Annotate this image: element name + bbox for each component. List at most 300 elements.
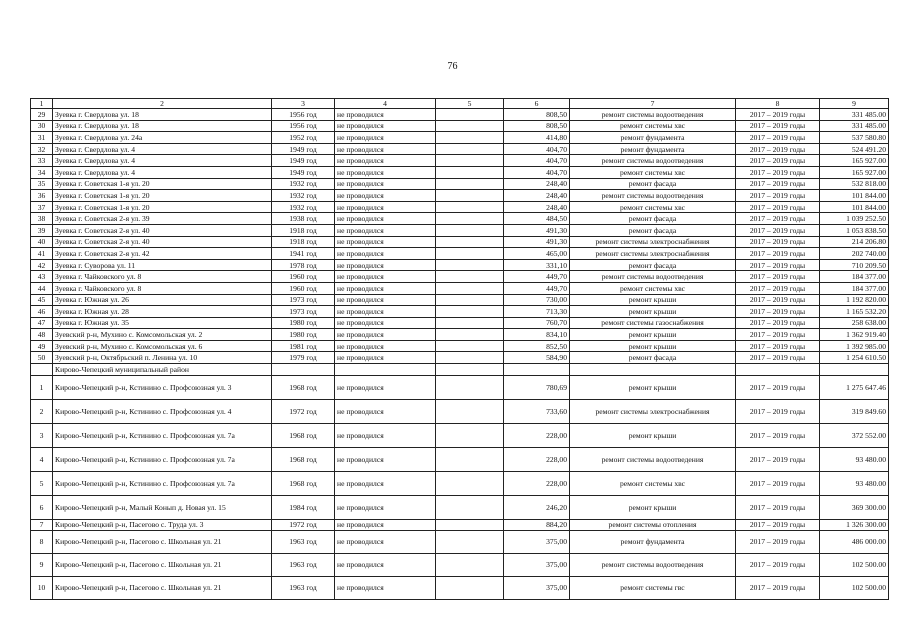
table-row (31, 317, 889, 329)
cost-cell: 372 552.00 (820, 423, 889, 447)
build-year-cell: 1978 год (272, 259, 335, 271)
build-year-cell: 1952 год (272, 132, 335, 144)
address-cell: Зуевка г. Южная ул. 35 (53, 317, 272, 329)
cost-cell: 1 165 532.20 (820, 306, 889, 318)
address-cell: Зуевка г. Советская 1-я ул. 20 (53, 190, 272, 202)
last-repair-cell: не проводился (335, 399, 436, 423)
period-cell: 2017 – 2019 годы (736, 340, 820, 352)
empty-cell (436, 201, 504, 213)
last-repair-cell: не проводился (335, 282, 436, 294)
build-year-cell: 1972 год (272, 519, 335, 530)
table-row (31, 259, 889, 271)
cost-cell: 93 480.00 (820, 447, 889, 471)
cost-cell: 1 275 647.46 (820, 375, 889, 399)
last-repair-cell: не проводился (335, 213, 436, 225)
table-row (31, 495, 889, 519)
row-number: 29 (31, 109, 53, 121)
area-cell: 404,70 (504, 166, 570, 178)
work-type-cell: ремонт системы хвс (570, 120, 736, 132)
table-row (31, 213, 889, 225)
empty-cell (436, 375, 504, 399)
period-cell: 2017 – 2019 годы (736, 201, 820, 213)
column-number-row (31, 99, 889, 109)
work-type-cell: ремонт системы гвс (570, 576, 736, 599)
row-number: 48 (31, 329, 53, 341)
work-type-cell: ремонт крыши (570, 340, 736, 352)
build-year-cell: 1980 год (272, 329, 335, 341)
period-cell: 2017 – 2019 годы (736, 155, 820, 167)
row-number: 10 (31, 576, 53, 599)
table-row (31, 447, 889, 471)
row-number: 34 (31, 166, 53, 178)
last-repair-cell: не проводился (335, 519, 436, 530)
empty-cell (436, 399, 504, 423)
cost-cell: 1 326 300.00 (820, 519, 889, 530)
address-cell: Зуевка г. Советская 1-я ул. 20 (53, 178, 272, 190)
cost-cell: 1 392 985.00 (820, 340, 889, 352)
last-repair-cell: не проводился (335, 329, 436, 341)
last-repair-cell: не проводился (335, 294, 436, 306)
empty-cell (570, 364, 736, 376)
address-cell: Зуевка г. Свердлова ул. 24а (53, 132, 272, 144)
cost-cell: 1 053 838.50 (820, 224, 889, 236)
table-row (31, 132, 889, 144)
empty-cell (436, 224, 504, 236)
empty-cell (436, 213, 504, 225)
period-cell: 2017 – 2019 годы (736, 213, 820, 225)
empty-cell (436, 447, 504, 471)
period-cell: 2017 – 2019 годы (736, 178, 820, 190)
empty-cell (436, 317, 504, 329)
build-year-cell: 1932 год (272, 190, 335, 202)
last-repair-cell: не проводился (335, 271, 436, 283)
table-row (31, 271, 889, 283)
cost-cell: 331 485.00 (820, 120, 889, 132)
area-cell: 808,50 (504, 109, 570, 121)
area-cell: 465,00 (504, 248, 570, 260)
area-cell: 375,00 (504, 530, 570, 553)
table-row (31, 553, 889, 576)
empty-cell (436, 364, 504, 376)
empty-cell (436, 329, 504, 341)
work-type-cell: ремонт фундамента (570, 132, 736, 144)
table-row (31, 155, 889, 167)
row-number: 49 (31, 340, 53, 352)
row-number: 5 (31, 471, 53, 495)
period-cell: 2017 – 2019 годы (736, 423, 820, 447)
last-repair-cell: не проводился (335, 259, 436, 271)
area-cell: 491,30 (504, 224, 570, 236)
empty-cell (436, 530, 504, 553)
col-header: 6 (504, 99, 570, 109)
last-repair-cell: не проводился (335, 530, 436, 553)
row-number: 2 (31, 399, 53, 423)
row-number: 32 (31, 143, 53, 155)
row-number: 42 (31, 259, 53, 271)
address-cell: Зуевка г. Советская 1-я ул. 20 (53, 201, 272, 213)
empty-cell (436, 352, 504, 364)
period-cell: 2017 – 2019 годы (736, 447, 820, 471)
work-type-cell: ремонт системы электроснабжения (570, 248, 736, 260)
empty-cell (436, 259, 504, 271)
cost-cell: 1 192 820.00 (820, 294, 889, 306)
area-cell: 491,30 (504, 236, 570, 248)
work-type-cell: ремонт системы водоотведения (570, 553, 736, 576)
row-number: 38 (31, 213, 53, 225)
build-year-cell: 1938 год (272, 213, 335, 225)
table-row (31, 306, 889, 318)
row-number: 36 (31, 190, 53, 202)
empty-cell (436, 340, 504, 352)
area-cell: 852,50 (504, 340, 570, 352)
area-cell: 404,70 (504, 143, 570, 155)
row-number: 7 (31, 519, 53, 530)
last-repair-cell: не проводился (335, 423, 436, 447)
table-row (31, 375, 889, 399)
table-row (31, 166, 889, 178)
build-year-cell: 1980 год (272, 317, 335, 329)
empty-cell (436, 248, 504, 260)
empty-cell (436, 178, 504, 190)
build-year-cell: 1963 год (272, 576, 335, 599)
empty-cell (436, 519, 504, 530)
row-number: 43 (31, 271, 53, 283)
address-cell: Кирово-Чепецкий р-н, Пасегово с. Школьная ул. 21 (53, 576, 272, 599)
address-cell: Кирово-Чепецкий р-н, Кстинино с. Профсоюзная ул. 7а (53, 471, 272, 495)
work-type-cell: ремонт системы газоснабжения (570, 317, 736, 329)
table-row (31, 576, 889, 599)
build-year-cell: 1981 год (272, 340, 335, 352)
period-cell: 2017 – 2019 годы (736, 109, 820, 121)
build-year-cell: 1968 год (272, 471, 335, 495)
empty-cell (436, 306, 504, 318)
row-number: 1 (31, 375, 53, 399)
address-cell: Кирово-Чепецкий р-н, Пасегово с. Школьная ул. 21 (53, 530, 272, 553)
area-cell: 248,40 (504, 190, 570, 202)
section-title: Кирово-Чепецкий муниципальный район (53, 364, 272, 376)
build-year-cell: 1973 год (272, 306, 335, 318)
table-row (31, 530, 889, 553)
cost-cell: 165 927.00 (820, 166, 889, 178)
empty-cell (504, 364, 570, 376)
build-year-cell: 1956 год (272, 120, 335, 132)
row-number: 6 (31, 495, 53, 519)
build-year-cell: 1949 год (272, 166, 335, 178)
address-cell: Кирово-Чепецкий р-н, Кстинино с. Профсоюзная ул. 3 (53, 375, 272, 399)
work-type-cell: ремонт фасада (570, 178, 736, 190)
address-cell: Кирово-Чепецкий р-н, Пасегово с. Труда ул. 3 (53, 519, 272, 530)
row-number: 46 (31, 306, 53, 318)
work-type-cell: ремонт системы водоотведения (570, 109, 736, 121)
table-row (31, 109, 889, 121)
row-number: 50 (31, 352, 53, 364)
build-year-cell: 1963 год (272, 553, 335, 576)
table-row (31, 423, 889, 447)
empty-cell (436, 190, 504, 202)
row-number: 47 (31, 317, 53, 329)
cost-cell: 102 500.00 (820, 553, 889, 576)
empty-cell (436, 471, 504, 495)
address-cell: Кирово-Чепецкий р-н, Кстинино с. Профсоюзная ул. 7а (53, 447, 272, 471)
last-repair-cell: не проводился (335, 109, 436, 121)
build-year-cell: 1968 год (272, 423, 335, 447)
empty-cell (436, 236, 504, 248)
period-cell: 2017 – 2019 годы (736, 224, 820, 236)
build-year-cell: 1918 год (272, 236, 335, 248)
area-cell: 248,40 (504, 178, 570, 190)
cost-cell: 165 927.00 (820, 155, 889, 167)
last-repair-cell: не проводился (335, 375, 436, 399)
empty-cell (436, 576, 504, 599)
work-type-cell: ремонт крыши (570, 294, 736, 306)
cost-cell: 184 377.00 (820, 271, 889, 283)
last-repair-cell: не проводился (335, 495, 436, 519)
address-cell: Зуевка г. Южная ул. 26 (53, 294, 272, 306)
area-cell: 760,70 (504, 317, 570, 329)
row-number: 45 (31, 294, 53, 306)
last-repair-cell: не проводился (335, 340, 436, 352)
area-cell: 780,69 (504, 375, 570, 399)
period-cell: 2017 – 2019 годы (736, 375, 820, 399)
period-cell: 2017 – 2019 годы (736, 306, 820, 318)
col-header: 7 (570, 99, 736, 109)
cost-cell: 258 638.00 (820, 317, 889, 329)
address-cell: Зуевка г. Советская 2-я ул. 42 (53, 248, 272, 260)
col-header: 2 (53, 99, 272, 109)
area-cell: 375,00 (504, 553, 570, 576)
build-year-cell: 1973 год (272, 294, 335, 306)
address-cell: Зуевский р-н, Октябрьский п. Ленина ул. 10 (53, 352, 272, 364)
row-number: 33 (31, 155, 53, 167)
area-cell: 484,50 (504, 213, 570, 225)
table-row (31, 178, 889, 190)
work-type-cell: ремонт системы водоотведения (570, 190, 736, 202)
empty-cell (436, 423, 504, 447)
empty-cell (820, 364, 889, 376)
cost-cell: 331 485.00 (820, 109, 889, 121)
cost-cell: 532 818.00 (820, 178, 889, 190)
row-number: 3 (31, 423, 53, 447)
last-repair-cell: не проводился (335, 155, 436, 167)
row-number: 9 (31, 553, 53, 576)
build-year-cell: 1984 год (272, 495, 335, 519)
last-repair-cell: не проводился (335, 224, 436, 236)
work-type-cell: ремонт крыши (570, 329, 736, 341)
table-row (31, 340, 889, 352)
table-row (31, 120, 889, 132)
period-cell: 2017 – 2019 годы (736, 120, 820, 132)
work-type-cell: ремонт крыши (570, 375, 736, 399)
work-type-cell: ремонт крыши (570, 423, 736, 447)
row-number: 37 (31, 201, 53, 213)
address-cell: Кирово-Чепецкий р-н, Кстинино с. Профсоюзная ул. 7а (53, 423, 272, 447)
address-cell: Зуевский р-н, Мухино с. Комсомольская ул. 2 (53, 329, 272, 341)
area-cell: 248,40 (504, 201, 570, 213)
work-type-cell: ремонт системы хвс (570, 166, 736, 178)
address-cell: Зуевка г. Советская 2-я ул. 40 (53, 236, 272, 248)
period-cell: 2017 – 2019 годы (736, 329, 820, 341)
last-repair-cell: не проводился (335, 178, 436, 190)
address-cell: Зуевка г. Советская 2-я ул. 39 (53, 213, 272, 225)
area-cell: 228,00 (504, 423, 570, 447)
area-cell: 808,50 (504, 120, 570, 132)
period-cell: 2017 – 2019 годы (736, 576, 820, 599)
col-header: 1 (31, 99, 53, 109)
address-cell: Зуевка г. Свердлова ул. 4 (53, 166, 272, 178)
area-cell: 228,00 (504, 471, 570, 495)
area-cell: 246,20 (504, 495, 570, 519)
work-type-cell: ремонт системы хвс (570, 282, 736, 294)
build-year-cell: 1968 год (272, 447, 335, 471)
cost-cell: 710 209.50 (820, 259, 889, 271)
work-type-cell: ремонт фасада (570, 224, 736, 236)
period-cell: 2017 – 2019 годы (736, 471, 820, 495)
address-cell: Зуевка г. Свердлова ул. 4 (53, 155, 272, 167)
work-type-cell: ремонт фундамента (570, 143, 736, 155)
last-repair-cell: не проводился (335, 306, 436, 318)
row-number: 39 (31, 224, 53, 236)
area-cell: 713,30 (504, 306, 570, 318)
cost-cell: 537 580.80 (820, 132, 889, 144)
period-cell: 2017 – 2019 годы (736, 519, 820, 530)
area-cell: 730,00 (504, 294, 570, 306)
cost-cell: 184 377.00 (820, 282, 889, 294)
build-year-cell: 1949 год (272, 143, 335, 155)
table-row (31, 143, 889, 155)
col-header: 8 (736, 99, 820, 109)
period-cell: 2017 – 2019 годы (736, 166, 820, 178)
empty-cell (436, 553, 504, 576)
table-row (31, 190, 889, 202)
empty-cell (436, 495, 504, 519)
area-cell: 449,70 (504, 282, 570, 294)
address-cell: Зуевка г. Советская 2-я ул. 40 (53, 224, 272, 236)
work-type-cell: ремонт системы хвс (570, 201, 736, 213)
address-cell: Кирово-Чепецкий р-н, Малый Конып д. Новая ул. 15 (53, 495, 272, 519)
period-cell: 2017 – 2019 годы (736, 282, 820, 294)
address-cell: Зуевка г. Свердлова ул. 18 (53, 120, 272, 132)
cost-cell: 524 491.20 (820, 143, 889, 155)
last-repair-cell: не проводился (335, 248, 436, 260)
empty-cell (736, 364, 820, 376)
build-year-cell: 1956 год (272, 109, 335, 121)
row-number: 30 (31, 120, 53, 132)
address-cell: Кирово-Чепецкий р-н, Кстинино с. Профсоюзная ул. 4 (53, 399, 272, 423)
table-row (31, 248, 889, 260)
table-row (31, 282, 889, 294)
col-header: 5 (436, 99, 504, 109)
last-repair-cell: не проводился (335, 120, 436, 132)
empty-cell (436, 282, 504, 294)
build-year-cell: 1932 год (272, 178, 335, 190)
cost-cell: 1 039 252.50 (820, 213, 889, 225)
period-cell: 2017 – 2019 годы (736, 271, 820, 283)
work-type-cell: ремонт системы хвс (570, 471, 736, 495)
period-cell: 2017 – 2019 годы (736, 399, 820, 423)
last-repair-cell: не проводился (335, 317, 436, 329)
last-repair-cell: не проводился (335, 143, 436, 155)
empty-cell (436, 155, 504, 167)
empty-cell (436, 294, 504, 306)
table-row (31, 352, 889, 364)
address-cell: Зуевка г. Свердлова ул. 18 (53, 109, 272, 121)
col-header: 3 (272, 99, 335, 109)
period-cell: 2017 – 2019 годы (736, 530, 820, 553)
work-type-cell: ремонт фасада (570, 259, 736, 271)
table-row (31, 236, 889, 248)
build-year-cell: 1963 год (272, 530, 335, 553)
period-cell: 2017 – 2019 годы (736, 352, 820, 364)
last-repair-cell: не проводился (335, 236, 436, 248)
cost-cell: 93 480.00 (820, 471, 889, 495)
address-cell: Зуевка г. Южная ул. 28 (53, 306, 272, 318)
row-number: 40 (31, 236, 53, 248)
work-type-cell: ремонт фасада (570, 213, 736, 225)
address-cell: Зуевка г. Чайковского ул. 8 (53, 282, 272, 294)
cost-cell: 101 844.00 (820, 201, 889, 213)
cost-cell: 214 206.80 (820, 236, 889, 248)
table-row (31, 201, 889, 213)
area-cell: 834,10 (504, 329, 570, 341)
empty-cell (436, 271, 504, 283)
row-number: 35 (31, 178, 53, 190)
table-row (31, 399, 889, 423)
area-cell: 331,10 (504, 259, 570, 271)
build-year-cell: 1941 год (272, 248, 335, 260)
cost-cell: 319 849.60 (820, 399, 889, 423)
work-type-cell: ремонт крыши (570, 306, 736, 318)
row-number: 4 (31, 447, 53, 471)
period-cell: 2017 – 2019 годы (736, 143, 820, 155)
empty-cell (31, 364, 53, 376)
work-type-cell: ремонт системы водоотведения (570, 447, 736, 471)
build-year-cell: 1972 год (272, 399, 335, 423)
work-type-cell: ремонт крыши (570, 495, 736, 519)
col-header: 9 (820, 99, 889, 109)
period-cell: 2017 – 2019 годы (736, 259, 820, 271)
build-year-cell: 1932 год (272, 201, 335, 213)
build-year-cell: 1960 год (272, 282, 335, 294)
last-repair-cell: не проводился (335, 352, 436, 364)
cost-cell: 1 362 919.40 (820, 329, 889, 341)
last-repair-cell: не проводился (335, 190, 436, 202)
last-repair-cell: не проводился (335, 201, 436, 213)
repair-program-table (30, 98, 889, 600)
table-row (31, 224, 889, 236)
area-cell: 375,00 (504, 576, 570, 599)
address-cell: Зуевка г. Суворова ул. 11 (53, 259, 272, 271)
address-cell: Зуевский р-н, Мухино с. Комсомольская ул. 6 (53, 340, 272, 352)
table-row (31, 471, 889, 495)
row-number: 44 (31, 282, 53, 294)
area-cell: 884,20 (504, 519, 570, 530)
table-row (31, 519, 889, 530)
period-cell: 2017 – 2019 годы (736, 248, 820, 260)
cost-cell: 486 000.00 (820, 530, 889, 553)
empty-cell (436, 109, 504, 121)
empty-cell (436, 120, 504, 132)
cost-cell: 369 300.00 (820, 495, 889, 519)
empty-cell (436, 143, 504, 155)
last-repair-cell: не проводился (335, 166, 436, 178)
empty-cell (272, 364, 335, 376)
address-cell: Кирово-Чепецкий р-н, Пасегово с. Школьная ул. 21 (53, 553, 272, 576)
work-type-cell: ремонт системы отопления (570, 519, 736, 530)
last-repair-cell: не проводился (335, 576, 436, 599)
address-cell: Зуевка г. Чайковского ул. 8 (53, 271, 272, 283)
empty-cell (436, 132, 504, 144)
build-year-cell: 1979 год (272, 352, 335, 364)
